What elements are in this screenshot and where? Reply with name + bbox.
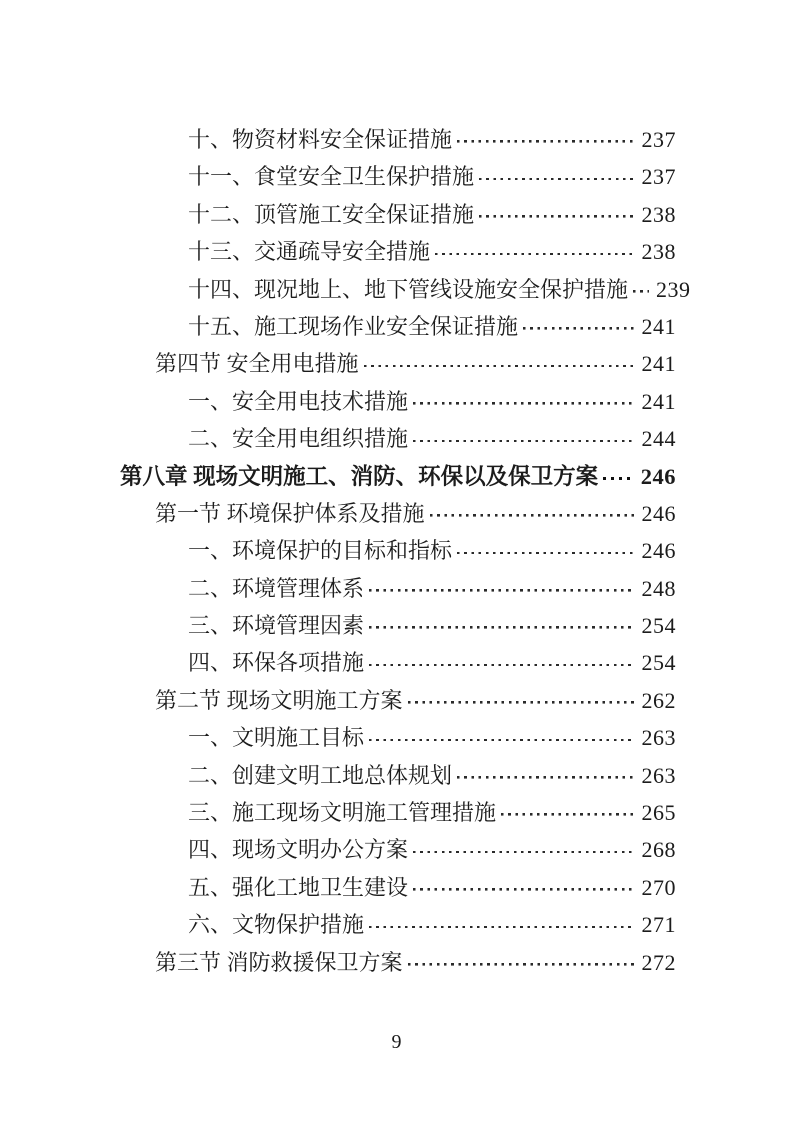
- toc-entry[interactable]: [120, 644, 676, 681]
- toc-entry-title: 十三、交通疏导安全措施: [188, 239, 431, 265]
- toc-entry[interactable]: [120, 233, 676, 270]
- toc-entry[interactable]: [120, 420, 676, 457]
- toc-entry-title: 十四、现况地上、地下管线设施安全保护措施: [188, 276, 629, 302]
- toc-entry-page-number: 263: [641, 725, 676, 751]
- toc-entry-page-number: 237: [641, 164, 676, 190]
- toc-entry[interactable]: [120, 831, 676, 868]
- toc-entry-title: 一、文明施工目标: [188, 725, 365, 751]
- toc-dot-leader: [369, 926, 634, 929]
- toc-dot-leader: [408, 701, 635, 704]
- toc-dot-leader: [369, 589, 634, 592]
- toc-entry-title: 二、安全用电组织措施: [188, 426, 409, 452]
- toc-entry-page-number: 241: [641, 388, 676, 414]
- page-footer: [0, 1031, 793, 1054]
- toc-entry-title: 三、施工现场文明施工管理措施: [188, 800, 497, 826]
- toc-dot-leader: [457, 552, 634, 555]
- toc-entry[interactable]: [120, 383, 676, 420]
- toc-entry-title: 第一节 环境保护体系及措施: [155, 500, 425, 526]
- toc-entry-page-number: 238: [641, 239, 676, 265]
- toc-entry-page-number: 239: [656, 276, 691, 302]
- toc-dot-leader: [501, 813, 634, 816]
- toc-entry-title: 第八章 现场文明施工、消防、环保以及保卫方案: [120, 463, 599, 489]
- toc-dot-leader: [479, 178, 634, 181]
- toc-entry-page-number: 271: [641, 912, 676, 938]
- toc-dot-leader: [603, 477, 634, 480]
- toc-dot-leader: [369, 626, 634, 629]
- toc-entry[interactable]: [120, 121, 676, 158]
- table-of-contents: [120, 121, 691, 981]
- toc-entry-title: 二、创建文明工地总体规划: [188, 762, 453, 788]
- toc-entry[interactable]: [120, 308, 676, 345]
- toc-entry-title: 四、现场文明办公方案: [188, 837, 409, 863]
- toc-dot-leader: [413, 888, 634, 891]
- toc-entry-title: 二、环境管理体系: [188, 575, 365, 601]
- toc-entry-page-number: 237: [641, 127, 676, 152]
- toc-entry-page-number: 272: [641, 949, 676, 975]
- toc-dot-leader: [523, 327, 634, 330]
- toc-entry-page-number: 262: [641, 687, 676, 713]
- toc-entry-page-number: 254: [641, 613, 676, 639]
- toc-entry-title: 第四节 安全用电措施: [155, 351, 359, 377]
- toc-entry-title: 六、文物保护措施: [188, 912, 365, 938]
- toc-entry[interactable]: [120, 196, 676, 233]
- toc-entry-title: 五、强化工地卫生建设: [188, 874, 409, 900]
- toc-entry-title: 十五、施工现场作业安全保证措施: [188, 313, 519, 339]
- toc-entry[interactable]: [120, 944, 676, 981]
- toc-dot-leader: [413, 402, 634, 405]
- toc-dot-leader: [369, 739, 634, 742]
- toc-entry[interactable]: [120, 458, 676, 495]
- toc-dot-leader: [413, 440, 634, 443]
- toc-entry-title: 第二节 现场文明施工方案: [155, 687, 403, 713]
- toc-entry[interactable]: [120, 719, 676, 756]
- toc-dot-leader: [435, 253, 634, 256]
- toc-entry-page-number: 246: [641, 538, 676, 564]
- toc-entry-page-number: 268: [641, 837, 676, 863]
- toc-entry-page-number: 246: [641, 500, 676, 526]
- toc-entry[interactable]: [120, 345, 676, 382]
- toc-dot-leader: [408, 963, 635, 966]
- toc-entry[interactable]: [120, 794, 676, 831]
- toc-entry-page-number: 241: [641, 351, 676, 377]
- toc-entry[interactable]: [120, 570, 676, 607]
- toc-entry[interactable]: [120, 158, 676, 195]
- toc-entry-title: 十、物资材料安全保证措施: [188, 127, 453, 152]
- toc-entry-title: 三、环境管理因素: [188, 613, 365, 639]
- toc-entry-title: 四、环保各项措施: [188, 650, 365, 676]
- toc-dot-leader: [457, 776, 634, 779]
- toc-entry-title: 一、环境保护的目标和指标: [188, 538, 453, 564]
- toc-entry[interactable]: [120, 906, 676, 943]
- toc-dot-leader: [364, 365, 635, 368]
- toc-dot-leader: [479, 215, 634, 218]
- toc-entry-page-number: 265: [641, 800, 676, 826]
- toc-entry[interactable]: [120, 757, 676, 794]
- toc-entry-page-number: 246: [640, 463, 676, 489]
- footer-page-number: 9: [391, 1031, 402, 1053]
- toc-dot-leader: [457, 140, 634, 143]
- toc-entry[interactable]: [120, 271, 691, 308]
- toc-entry-page-number: 270: [641, 874, 676, 900]
- toc-dot-leader: [633, 290, 649, 293]
- toc-entry-page-number: 248: [641, 575, 676, 601]
- toc-dot-leader: [413, 851, 634, 854]
- toc-entry-page-number: 254: [641, 650, 676, 676]
- toc-entry-page-number: 238: [641, 201, 676, 227]
- toc-entry[interactable]: [120, 607, 676, 644]
- toc-entry-page-number: 241: [641, 313, 676, 339]
- toc-entry-title: 十一、食堂安全卫生保护措施: [188, 164, 475, 190]
- toc-entry-page-number: 263: [641, 762, 676, 788]
- toc-entry[interactable]: [120, 532, 676, 569]
- toc-entry[interactable]: [120, 682, 676, 719]
- toc-entry-page-number: 244: [641, 426, 676, 452]
- toc-dot-leader: [369, 664, 634, 667]
- toc-entry[interactable]: [120, 869, 676, 906]
- toc-entry-title: 一、安全用电技术措施: [188, 388, 409, 414]
- toc-entry[interactable]: [120, 495, 676, 532]
- toc-entry-title: 十二、顶管施工安全保证措施: [188, 201, 475, 227]
- toc-entry-title: 第三节 消防救援保卫方案: [155, 949, 403, 975]
- toc-dot-leader: [430, 514, 635, 517]
